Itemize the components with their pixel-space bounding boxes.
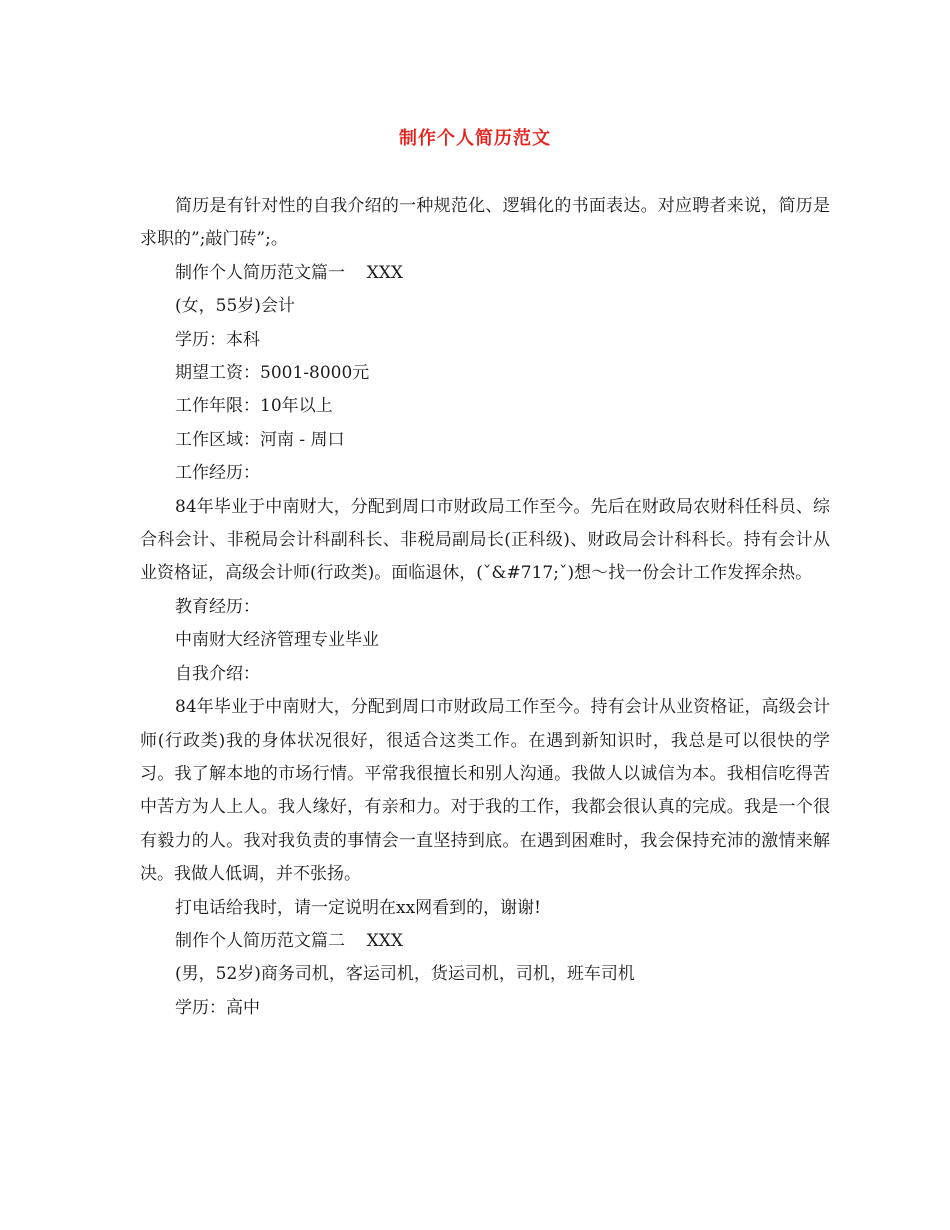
- education-experience-line: 中南财大经济管理专业毕业: [175, 630, 379, 651]
- intro-paragraph: 简历是有针对性的自我介绍的一种规范化、逻辑化的书面表达。对应聘者来说，简历是求职的”;敲门砖”;。: [140, 196, 830, 250]
- work-experience-paragraph: 84年毕业于中南财大，分配到周口市财政局工作至今。先后在财政局农财科任科员、综合科会计、非税局会计科副科长、非税局副局长(正科级)、财政局会计科科长。持有会计从业资格证，高级会计师(行政类)。面临退休，(ˇ&#717;ˇ)想～找一份会计工作发挥余热。: [140, 496, 830, 584]
- self-introduction-paragraph: 84年毕业于中南财大，分配到周口市财政局工作至今。持有会计从业资格证，高级会计师(行政类)我的身体状况很好，很适合这类工作。在遇到新知识时，我总是可以很快的学习。我了解本地的市场行情。平常我很擅长和别人沟通。我做人以诚信为本。我相信吃得苦中苦方为人上人。我人缘好，有亲和力。对于我的工作，我都会很认真的完成。我是一个很有毅力的人。我对我负责的事情会一直坚持到底。在遇到困难时，我会保持充沛的激情来解决。我做人低调，并不张扬。: [140, 697, 830, 885]
- education-level-line-2: 学历：高中: [175, 997, 260, 1018]
- profile-line-2: (男，52岁)商务司机，客运司机，货运司机，司机，班车司机: [175, 964, 635, 985]
- section-heading-sample-2: 制作个人简历范文篇二 XXX: [175, 930, 403, 951]
- expected-salary-line: 期望工资：5001-8000元: [175, 363, 370, 384]
- profile-line: (女，55岁)会计: [175, 296, 295, 317]
- education-level-line: 学历：本科: [175, 329, 260, 350]
- work-region-line: 工作区域：河南 - 周口: [175, 429, 345, 450]
- work-years-line: 工作年限：10年以上: [175, 396, 333, 417]
- work-experience-label: 工作经历：: [175, 463, 260, 484]
- self-introduction-label: 自我介绍：: [175, 663, 260, 684]
- document-title: 制作个人简历范文: [399, 128, 551, 149]
- section-heading-sample-1: 制作个人简历范文篇一 XXX: [175, 262, 403, 283]
- contact-note-line: 打电话给我时，请一定说明在xx网看到的，谢谢!: [175, 897, 542, 918]
- document-body: [140, 190, 830, 1025]
- education-experience-label: 教育经历：: [175, 596, 260, 617]
